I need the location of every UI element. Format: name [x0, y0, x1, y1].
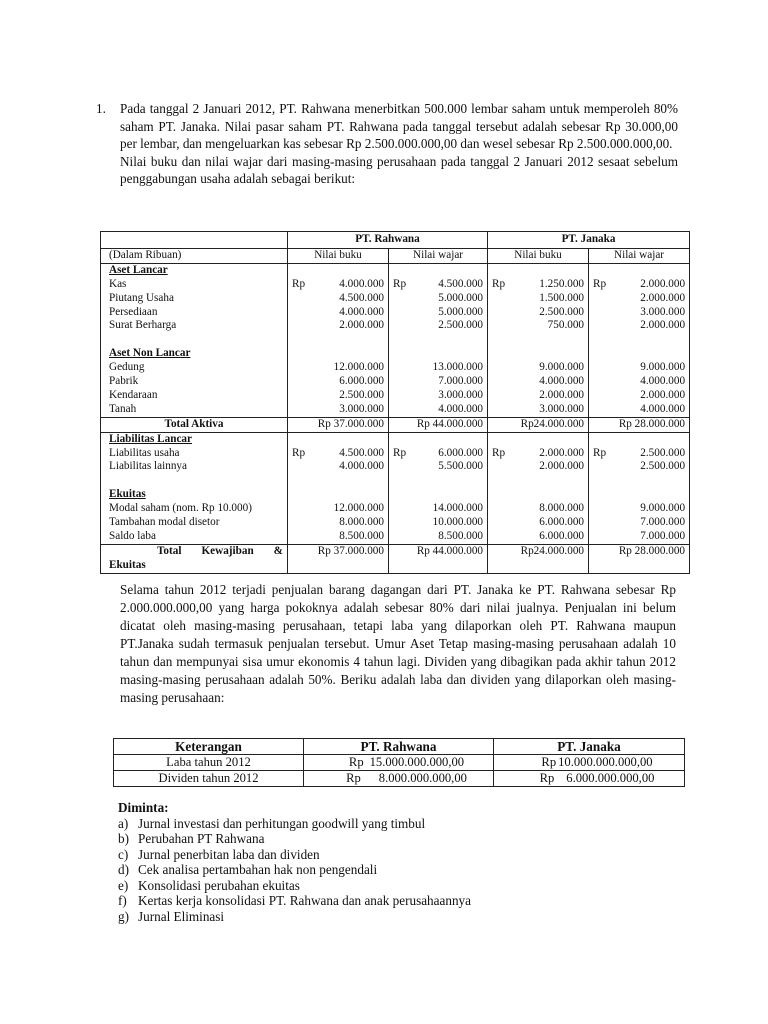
cell-value: 9.000.000	[589, 361, 690, 375]
paragraph-penjualan	[120, 581, 676, 707]
currency-label: Rp	[492, 277, 506, 290]
total-label-d: Ekuitas	[109, 558, 146, 571]
list-item	[118, 816, 471, 832]
cell-value: 3.000.000	[389, 389, 488, 403]
row-label: Saldo laba	[101, 530, 288, 544]
list-item	[118, 878, 471, 894]
currency-label: Rp	[292, 277, 306, 290]
currency-label: Rp	[541, 755, 557, 769]
item-text: Cek analisa pertambahan hak non pengendali	[138, 862, 378, 877]
diminta-title: Diminta:	[118, 800, 169, 815]
row-label: Tanah	[101, 403, 288, 417]
table-row	[101, 278, 690, 292]
total-label-a: Total	[157, 544, 182, 557]
cell-value: Rp 28.000.000	[589, 417, 690, 432]
total-label-c: &	[273, 544, 283, 557]
currency-label: Rp	[348, 755, 364, 769]
col-nilai-buku: Nilai buku	[488, 248, 589, 263]
cell-value: 2.000.000	[539, 446, 585, 459]
cell-value: 12.000.000	[288, 361, 389, 375]
item-letter: g)	[118, 908, 129, 924]
item-text: Jurnal Eliminasi	[138, 908, 225, 924]
cell-value: Rp 44.000.000	[389, 417, 488, 432]
item-text: Konsolidasi perubahan ekuitas	[138, 877, 300, 893]
cell-value: 4.000.000	[288, 306, 389, 320]
cell-value: Rp 28.000.000	[589, 544, 690, 573]
row-label: Gedung	[101, 361, 288, 375]
table-row	[101, 361, 690, 375]
row-label: Surat Berharga	[101, 319, 288, 333]
cell-value: 5.000.000	[389, 306, 488, 320]
list-item	[118, 893, 471, 909]
cell-value: 10.000.000.000,00	[558, 755, 653, 769]
cell-value: 6.000.000.000,00	[566, 771, 655, 785]
cell-value: 2.500.000	[288, 389, 389, 403]
unit-label: (Dalam Ribuan)	[101, 248, 288, 263]
cell-value: 7.000.000	[589, 516, 690, 530]
spacer-row	[101, 333, 690, 347]
diminta-section	[118, 800, 471, 924]
table-row	[101, 403, 690, 417]
table1-header-columns	[101, 248, 690, 263]
cell-value: 15.000.000.000,00	[369, 755, 465, 769]
row-label: Liabilitas lainnya	[101, 460, 288, 474]
item-text: Kertas kerja konsolidasi PT. Rahwana dan anak perusahaannya	[138, 893, 471, 908]
row-label: Liabilitas usaha	[101, 447, 288, 461]
cell-value: 4.500.000	[339, 446, 384, 459]
section-ekuitas: Ekuitas	[101, 488, 288, 502]
header-janaka: PT. Janaka	[494, 739, 685, 755]
cell-value: 6.000.000	[438, 446, 484, 459]
cell-value: 6.000.000	[488, 516, 589, 530]
cell-value: Rp 37.000.000	[288, 544, 389, 573]
item-text: Jurnal investasi dan perhitungan goodwill yang timbul	[138, 815, 426, 831]
cell-value: 4.000.000	[389, 403, 488, 417]
cell-value: 2.500.000	[640, 446, 686, 459]
row-label	[101, 544, 288, 573]
item-text: Perubahan PT Rahwana	[138, 831, 265, 846]
cell-value: Rp 44.000.000	[389, 544, 488, 573]
col-nilai-wajar: Nilai wajar	[389, 248, 488, 263]
item-letter: b)	[118, 831, 129, 846]
header-keterangan: Keterangan	[114, 739, 304, 755]
cell-value: 1.500.000	[488, 292, 589, 306]
table-row	[101, 292, 690, 306]
row-label: Pabrik	[101, 375, 288, 389]
cell-value: 2.000.000	[488, 460, 589, 474]
table-row	[101, 319, 690, 333]
row-label: Piutang Usaha	[101, 292, 288, 306]
company-rahwana: PT. Rahwana	[288, 232, 488, 249]
list-item	[118, 847, 471, 863]
balance-sheet-table	[100, 231, 690, 574]
cell-value: 8.500.000	[389, 530, 488, 544]
row-label: Persediaan	[101, 306, 288, 320]
row-label: Tambahan modal disetor	[101, 516, 288, 530]
list-item	[118, 862, 471, 878]
table-row	[101, 516, 690, 530]
currency-label: Rp	[593, 446, 607, 459]
item-letter: d)	[118, 862, 129, 877]
section-aset-non-lancar: Aset Non Lancar	[101, 347, 288, 361]
cell-value: 4.500.000	[438, 277, 484, 290]
question-1	[98, 100, 678, 188]
section-row	[101, 488, 690, 502]
total-label-b: Kewajiban	[201, 544, 254, 557]
cell-value: 2.000.000	[640, 277, 686, 290]
cell-value: 6.000.000	[288, 375, 389, 389]
cell-value: 4.500.000	[288, 292, 389, 306]
table1-header-companies	[101, 232, 690, 249]
cell-value: 6.000.000	[488, 530, 589, 544]
item-letter: e)	[118, 877, 129, 893]
cell-value: 4.000.000	[589, 403, 690, 417]
cell-value: 2.000.000	[488, 389, 589, 403]
cell-value: Rp24.000.000	[488, 544, 589, 573]
cell-value: 8.000.000	[488, 502, 589, 516]
paragraph-text: Selama tahun 2012 terjadi penjualan barang dagangan dari PT. Janaka ke PT. Rahwana sebesar Rp 2.000.000.000,00 yang harga pokoknya adalah sebesar 80% dari nilai jualnya. Penjualan ini belum dicatat oleh masing-masing perusahaan, tetapi laba yang dilaporkan oleh PT. Rahwana maupun PT.Janaka sudah termasuk penjualan tersebut. Umur Aset Tetap masing-masing perusahaan adalah 10 tahun dan mempunyai sisa umur ekonomis 4 tahun lagi. Dividen yang dibagikan pada akhir tahun 2012 masing-masing perusahaan adalah 50%. Beriku adalah laba dan dividen yang dilaporkan oleh masing-masing perusahaan:	[120, 582, 676, 705]
currency-label: Rp	[393, 446, 407, 459]
question-paragraph-2: Nilai buku dan nilai wajar dari masing-masing perusahaan pada tanggal 2 Januari 2012 sesaat sebelum penggabungan usaha adalah sebagai berikut:	[120, 153, 678, 186]
item-text: Jurnal penerbitan laba dan dividen	[138, 846, 320, 862]
section-liabilitas-lancar: Liabilitas Lancar	[101, 432, 288, 446]
question-paragraph-1: Pada tanggal 2 Januari 2012, PT. Rahwana menerbitkan 500.000 lembar saham untuk memperoleh 80% saham PT. Janaka. Nilai pasar saham PT. Rahwana pada tanggal tersebut adalah sebesar Rp 30.000,00 per lembar, dan mengeluarkan kas sebesar Rp 2.500.000.000,00 dan wesel sebesar Rp 2.500.000.000,00.	[120, 101, 678, 151]
section-row	[101, 263, 690, 277]
cell-value: 1.250.000	[539, 277, 585, 290]
list-item	[118, 909, 471, 925]
cell-value: 13.000.000	[389, 361, 488, 375]
currency-label: Rp	[492, 446, 506, 459]
cell-value: 4.000.000	[288, 460, 389, 474]
cell-value: 2.500.000	[589, 460, 690, 474]
cell-value: 2.000.000	[288, 319, 389, 333]
currency-label: Rp	[593, 277, 607, 290]
cell-value: 7.000.000	[389, 375, 488, 389]
total-kewajiban-row	[101, 544, 690, 573]
cell-value: 7.000.000	[589, 530, 690, 544]
row-label: Modal saham (nom. Rp 10.000)	[101, 502, 288, 516]
cell-value: 8.000.000.000,00	[378, 771, 467, 785]
item-letter: c)	[118, 846, 129, 862]
table-row	[101, 306, 690, 320]
cell-value: 12.000.000	[288, 502, 389, 516]
cell-value: Rp24.000.000	[488, 417, 589, 432]
cell-value: Rp 37.000.000	[288, 417, 389, 432]
company-janaka: PT. Janaka	[488, 232, 690, 249]
section-row	[101, 432, 690, 446]
cell-value: 10.000.000	[389, 516, 488, 530]
diminta-list	[118, 816, 471, 925]
table-row	[101, 530, 690, 544]
list-item	[118, 831, 471, 847]
cell-value: 4.000.000	[339, 277, 384, 290]
cell-value: 8.500.000	[288, 530, 389, 544]
cell-value: 14.000.000	[389, 502, 488, 516]
col-nilai-wajar: Nilai wajar	[589, 248, 690, 263]
col-nilai-buku: Nilai buku	[288, 248, 389, 263]
total-aktiva-row	[101, 417, 690, 432]
table2-header	[114, 739, 685, 755]
laba-dividen-table	[113, 738, 685, 787]
spacer-row	[101, 474, 690, 488]
cell-value: 8.000.000	[288, 516, 389, 530]
currency-label: Rp	[346, 771, 361, 785]
cell-value: 4.000.000	[488, 375, 589, 389]
cell-value: 2.500.000	[389, 319, 488, 333]
cell-value: 2.000.000	[589, 319, 690, 333]
table-row	[114, 771, 685, 787]
cell-value: 5.000.000	[389, 292, 488, 306]
question-number: 1.	[96, 101, 106, 116]
cell-value: 750.000	[488, 319, 589, 333]
cell-value: 3.000.000	[589, 306, 690, 320]
cell-value: 9.000.000	[589, 502, 690, 516]
item-letter: f)	[118, 893, 127, 908]
currency-label: Rp	[292, 446, 306, 459]
cell-value: 3.000.000	[488, 403, 589, 417]
table-row	[101, 447, 690, 461]
table-row	[101, 375, 690, 389]
item-letter: a)	[118, 815, 129, 831]
cell-value: 3.000.000	[288, 403, 389, 417]
table-row	[101, 460, 690, 474]
header-rahwana: PT. Rahwana	[304, 739, 494, 755]
section-aset-lancar: Aset Lancar	[101, 263, 288, 277]
row-label: Kas	[101, 278, 288, 292]
cell-value: 2.500.000	[488, 306, 589, 320]
cell-value: 2.000.000	[589, 292, 690, 306]
row-label: Kendaraan	[101, 389, 288, 403]
currency-label: Rp	[539, 771, 555, 785]
row-label: Laba tahun 2012	[114, 755, 304, 771]
cell-value: 5.500.000	[389, 460, 488, 474]
section-row	[101, 347, 690, 361]
cell-value: 2.000.000	[589, 389, 690, 403]
table-row	[101, 389, 690, 403]
currency-label: Rp	[393, 277, 407, 290]
row-label: Total Aktiva	[101, 417, 288, 432]
cell-value: 4.000.000	[589, 375, 690, 389]
cell-value: 9.000.000	[488, 361, 589, 375]
table-row	[101, 502, 690, 516]
row-label: Dividen tahun 2012	[114, 771, 304, 787]
table-row	[114, 755, 685, 771]
